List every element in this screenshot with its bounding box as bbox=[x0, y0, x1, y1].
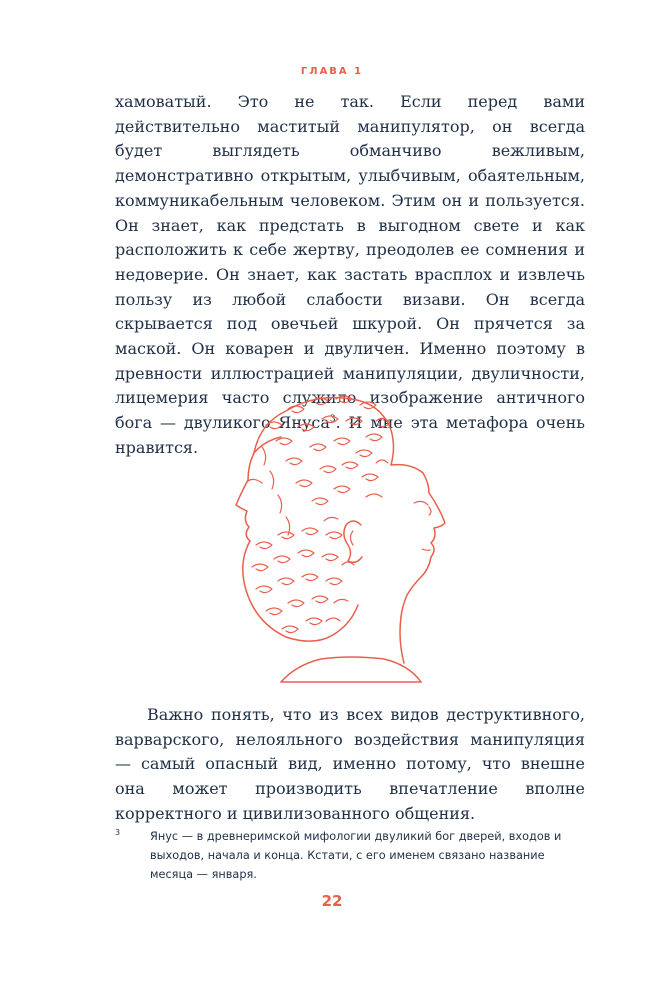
paragraph-2: Важно понять, что из всех видов деструктивного, варварского, нелояльного воздействия манипуляция — самый опасный вид, именно потому, что внешне она может производить впечатление вполне корректного и цивилизованного общения. bbox=[115, 705, 585, 823]
footnote-text: Янус — в древнеримской мифологии двуликий бог дверей, входов и выходов, начала и конца. Кстати, с его именем связано название месяца — января. bbox=[150, 830, 562, 881]
running-head: ГЛАВА 1 bbox=[300, 66, 364, 77]
janus-hair-curls bbox=[262, 396, 390, 535]
footnote-reference: 3 bbox=[329, 414, 336, 425]
janus-beard-curls bbox=[252, 528, 354, 633]
footnote bbox=[115, 827, 585, 884]
paragraph-1-text: хамоватый. Это не так. Если перед вами действительно маститый манипулятор, он всегда будет выглядеть обманчиво вежливым, демонстративно открытым, улыбчивым, обаятельным, коммуникабельным человеком. Этим он и пользуется. Он знает, как предстать в выгодном свете и как расположить к себе жертву, преодолев ее сомнения и недоверие. Он знает, как застать врасплох и извлечь пользу из любой слабости визави. Он всегда скрывается под овечьей шкурой. Он прячется за маской. Он коварен и двуличен. Именно поэтому в древности иллюстрацией манипуляции, двуличности, лицемерия часто служило изображение античного бога — двуликого Януса bbox=[115, 92, 585, 433]
footnote-mark: 3 bbox=[115, 828, 121, 837]
paragraph-1-tail: . И мне эта метафора очень нравится. bbox=[115, 413, 585, 457]
page-number: 22 bbox=[321, 892, 343, 910]
janus-illustration bbox=[226, 385, 476, 685]
janus-outline bbox=[236, 398, 445, 683]
